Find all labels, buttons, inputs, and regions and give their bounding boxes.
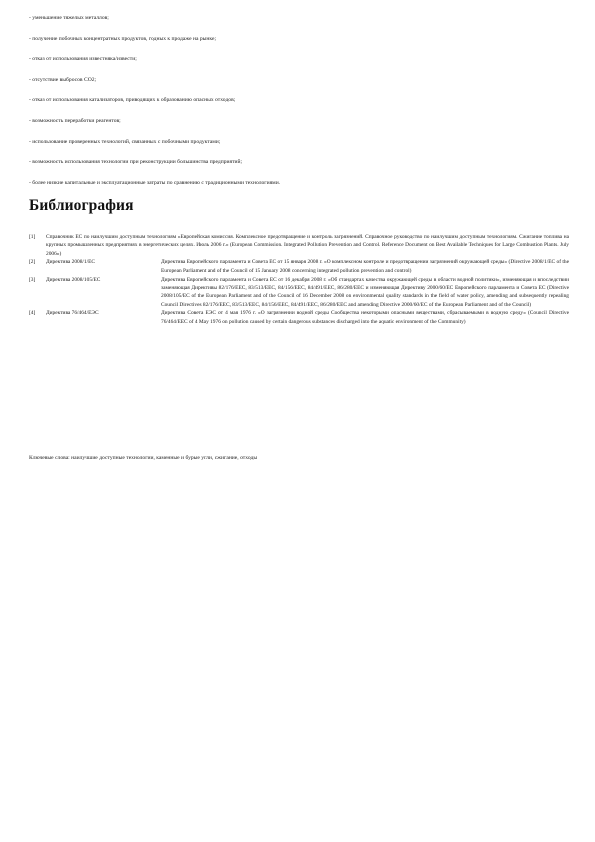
keywords-line: Ключевые слова: наилучшие доступные технологии, каменные и бурые угли, сжигание, отходы — [29, 455, 258, 461]
list-item: - возможность использования технологии при реконструкции большинства предприятий; — [29, 159, 243, 166]
list-item: - отказ от использования известняка/извести; — [29, 56, 137, 63]
reference-text: Директива Совета ЕЭС от 4 мая 1976 г. «О загрязнении водной среды Сообщества некоторыми опасными веществами, сбрасываемыми в водную среду» (Council Directive 76/464/EEC of 4 May 1976 on pollution caused by certain dangerous substances discharged into the aquatic environment of the Community) — [161, 310, 569, 325]
reference-item — [29, 276, 569, 309]
reference-label: Директива 76/464/ЕЭС — [46, 310, 99, 317]
reference-number: [3] — [29, 276, 36, 283]
bibliography-heading: Библиография — [29, 197, 134, 214]
list-item: - отсутствие выбросов СО2; — [29, 76, 97, 83]
list-item: - получение побочных концентратных продуктов, годных к продаже на рынке; — [29, 35, 216, 42]
reference-item — [29, 309, 569, 326]
reference-text: Справочник ЕС по наилучшим доступным технологиям «Европейская комиссия. Комплексное предотвращение и контроль загрязнений. Справочное руководство по наилучшим доступным технологиям. Сжигание топлива на крупных промышленных предприятиях в энергетических целях. Июль 2006 г.» (European Commission. Integrated Pollution Prevention and Control. Reference Document on Best Available Techniques for Large Combustion Plants. July 2006») — [46, 234, 569, 257]
list-item: - использование проверенных технологий, связанных с побочными продуктами; — [29, 138, 221, 145]
reference-item — [29, 258, 569, 275]
reference-number: [2] — [29, 259, 36, 266]
bibliography-list — [29, 233, 569, 326]
list-item: - отказ от использования катализаторов, приводящих к образованию опасных отходов; — [29, 97, 236, 104]
list-item: - уменьшение тяжелых металлов; — [29, 15, 109, 21]
reference-text: Директива Европейского парламента и Совета ЕС от 15 января 2008 г. «О комплексном контроле и предотвращении загрязнений окружающей среды» (Directive 2008/1/EC of the European Parliament and of the Council of 15 January 2008 concerning integrated pollution prevention and control) — [161, 259, 569, 274]
list-item: - более низкие капитальные и эксплуатационные затраты по сравнению с традиционными технологиями. — [29, 179, 281, 186]
reference-item — [29, 233, 569, 258]
reference-number: [4] — [29, 310, 36, 317]
list-item: - возможность переработки реагентов; — [29, 117, 121, 124]
reference-label: Директива 2008/1/ЕС — [46, 259, 96, 266]
reference-number: [1] — [29, 234, 36, 240]
reference-label: Директива 2008/105/ЕС — [46, 276, 101, 283]
advantages-list — [29, 15, 569, 200]
reference-text: Директива Европейского парламента и Совета ЕС от 16 декабря 2008 г. «Об стандартах качества окружающей среды в области водной политики», изменяющая и впоследствии заменяющая Директивы 82/176/ЕЕС, 83/513/ЕЕС, 84/156/ЕЕС, 84/491/ЕЕС, 86/280/ЕЕС и изменяющая Директиву 2000/60/ЕС Европейского парламента и Совета ЕС (Directive 2008/105/EC of the European Parliament and of the Council of 16 December 2008 on environmental quality standards in the field of water policy, amending and subsequently repealing Council Directives 82/176/EEC, 83/513/EEC, 84/156/EEC, 84/491/EEC, 86/280/EEC and amending Directive 2000/60/EC of the European Parliament and of the Council) — [161, 276, 569, 308]
